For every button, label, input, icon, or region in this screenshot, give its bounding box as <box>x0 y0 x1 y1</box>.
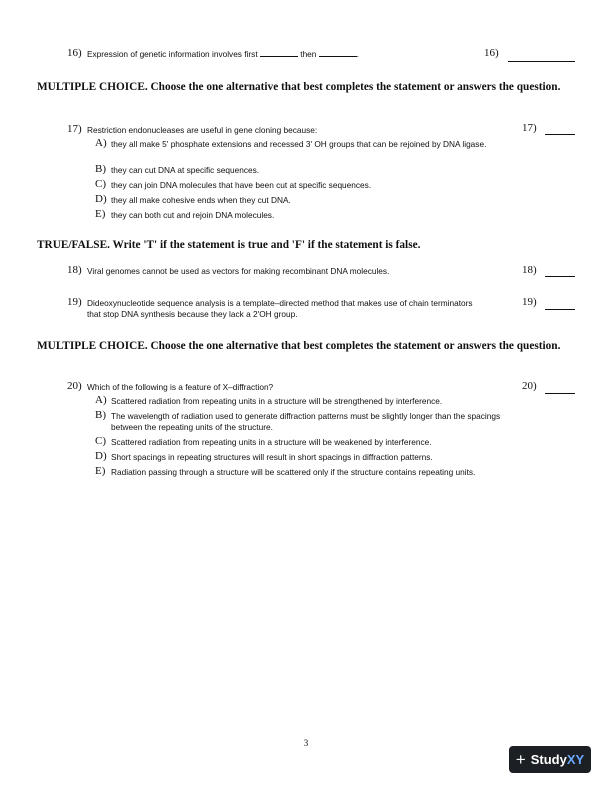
question-text: Viral genomes cannot be used as vectors for making recombinant DNA molecules. <box>87 266 390 276</box>
answer-blank[interactable] <box>545 309 575 310</box>
answer-label: 16) <box>484 47 499 59</box>
fill-in-blank <box>319 49 357 57</box>
question-text: Expression of genetic information involves first then . <box>87 49 360 59</box>
answer-blank[interactable] <box>545 134 575 135</box>
question-number: 20) <box>67 380 82 392</box>
section-heading: MULTIPLE CHOICE. Choose the one alternative that best completes the statement or answers the question. <box>37 340 561 352</box>
question-text: Which of the following is a feature of X–diffraction? <box>87 382 274 392</box>
badge-label: StudyXY <box>530 752 585 767</box>
question-number: 19) <box>67 296 82 308</box>
question-number: 17) <box>67 123 82 135</box>
studyxy-badge[interactable] <box>509 746 591 773</box>
answer-blank[interactable] <box>545 393 575 394</box>
answer-label: 19) <box>522 296 537 308</box>
answer-blank[interactable] <box>508 61 575 62</box>
question-text: Restriction endonucleases are useful in gene cloning because: <box>87 125 318 135</box>
plus-icon: + <box>515 750 526 769</box>
fill-in-blank <box>260 49 298 57</box>
answer-blank[interactable] <box>545 276 575 277</box>
question-number: 18) <box>67 264 82 276</box>
section-heading: MULTIPLE CHOICE. Choose the one alternative that best completes the statement or answers the question. <box>37 81 561 93</box>
question-text: Dideoxynucleotide sequence analysis is a template–directed method that makes use of chain terminators that stop DNA synthesis because they lack a 2'OH group. <box>87 298 473 319</box>
answer-label: 17) <box>522 122 537 134</box>
answer-label: 20) <box>522 380 537 392</box>
question-number: 16) <box>67 47 82 59</box>
page-number: 3 <box>303 738 309 748</box>
answer-label: 18) <box>522 264 537 276</box>
section-heading: TRUE/FALSE. Write 'T' if the statement is true and 'F' if the statement is false. <box>37 239 421 251</box>
